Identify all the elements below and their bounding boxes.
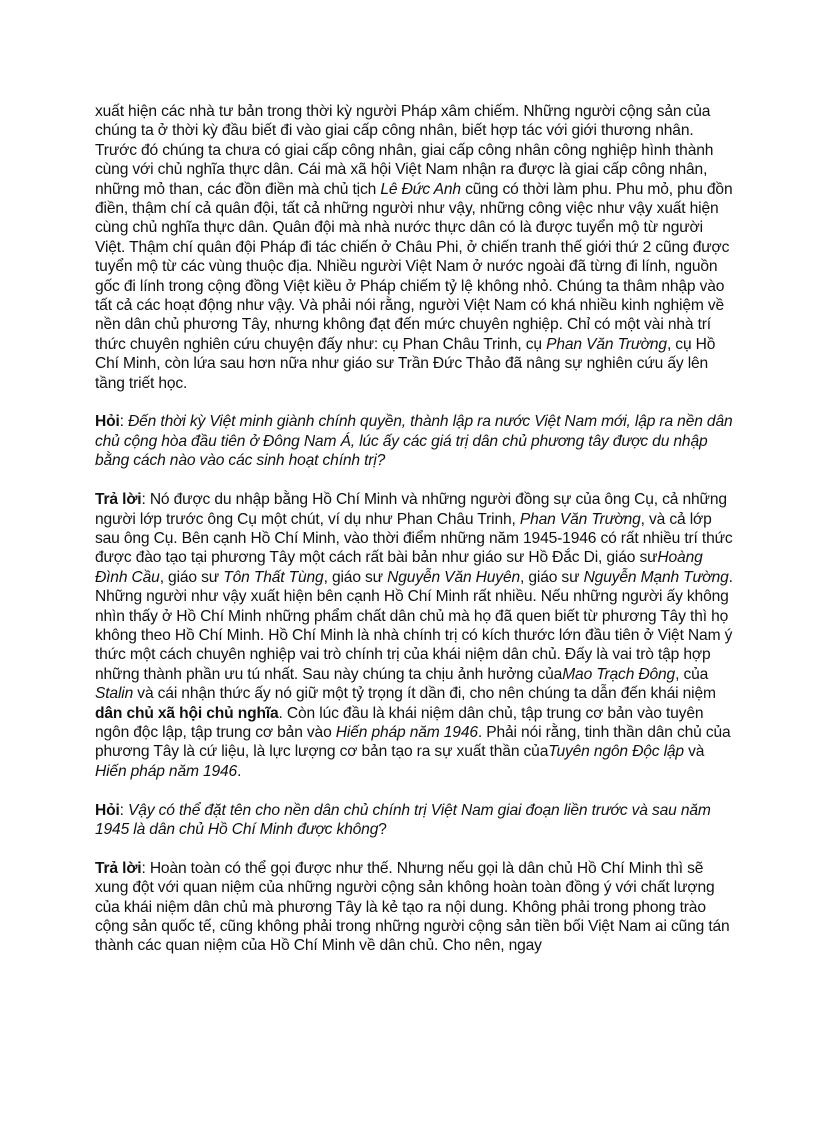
answer-label: Trả lời (95, 859, 142, 877)
text-run: và cái nhận thức ấy nó giữ một tỷ trọng ít dần đi, cho nên chúng ta dẫn đến khái niệm (133, 685, 716, 703)
text-run: . Còn lúc đầu là khái niệm dân chủ, tập trung cơ bản vào tuyên ngôn độc lập, tập trung cơ bản vào (95, 704, 704, 741)
text-run: Mao Trạch Đông (562, 665, 676, 683)
text-run: : Nó được du nhập bằng Hồ Chí Minh và những người đồng sự của ông Cụ, cả những người lớp trước ông Cụ một chút, ví dụ như Phan Châu Trinh, (95, 491, 727, 528)
text-run: : Hoàn toàn có thể gọi được như thế. Nhưng nếu gọi là dân chủ Hồ Chí Minh thì sẽ xung đột với quan niệm của những người cộng sản không hoàn toàn đồng ý với chất lượng của khái niệm dân chủ mà phương Tây là kẻ tạo ra nội dung. Không phải trong phong trào cộng sản quốc tế, cũng không phải trong những người cộng sản tiền bối Việt Nam ai cũng tán thành các quan niệm của Hồ Chí Minh về dân chủ. Cho nên, ngay (95, 859, 730, 955)
text-run: Tuyên ngôn Độc lập (548, 743, 684, 761)
text-run: Stalin (95, 685, 134, 703)
text-run: Phan Văn Trường (546, 335, 667, 353)
text-run: ? (378, 820, 387, 838)
text-run: : (119, 801, 129, 819)
question-2 (95, 801, 735, 840)
text-run: . Phải nói rằng, tinh thần dân chủ của phương Tây là cứ liệu, là lực lượng cơ bản tạo ra sự xuất thần của (95, 723, 731, 761)
text-run: dân chủ xã hội chủ nghĩa (95, 704, 279, 722)
text-run: xuất hiện các nhà tư bản trong thời kỳ người Pháp xâm chiếm. Những người cộng sản của chúng ta ở thời kỳ đầu biết đi vào giai cấp công nhân, biết hợp tác với giới thương nhân. Trước đó chúng ta chưa có giai cấp công nhân, giai cấp công nhân công nghiệp hình thành cùng với chủ nghĩa thực dân. Cái mà xã hội Việt Nam nhận ra được là giai cấp công nhân, những mỏ than, các đồn điền mà chủ tịch (95, 103, 714, 198)
text-run: Phan Văn Trường (519, 510, 641, 528)
text-run: , của (675, 665, 709, 683)
answer-2 (95, 859, 735, 956)
text-run: Tôn Thất Tùng (223, 568, 324, 586)
question-1 (95, 412, 735, 470)
text-run: Lê Đức Anh (380, 180, 461, 198)
text-run: và (683, 743, 705, 761)
text-run: cũng có thời làm phu. Phu mỏ, phu đồn điền, thậm chí cả quân đội, tất cả những người như vậy, những công việc như vậy xuất hiện cùng chủ nghĩa thực dân. Quân đội mà nhà nước thực dân có là được tuyển mộ từ người Việt. Thậm chí quân đội Pháp đi tác chiến ở Châu Phi, ở chiến tranh thế giới thứ 2 cũng được tuyển mộ từ các vùng thuộc địa. Nhiều người Việt Nam ở nước ngoài đã từng đi lính, nguồn gốc đi lính trong cộng đồng Việt kiều ở Pháp chiếm tỷ lệ không nhỏ. Chúng ta thâm nhập vào tất cả các hoạt động như vậy. Và phải nói rằng, người Việt Nam có khá nhiều kinh nghiệm về nền dân chủ phương Tây, nhưng không đạt đến mức chuyên nghiệp. Chỉ có một vài nhà trí thức chuyên nghiên cứu chuyện đấy như: cụ Phan Châu Trinh, cụ (95, 180, 733, 353)
text-run: Nguyễn Mạnh Tường (583, 568, 729, 586)
question-text: Đến thời kỳ Việt minh giành chính quyền, thành lập ra nước Việt Nam mới, lập ra nền dân chủ cộng hòa đầu tiên ở Đông Nam Á, lúc ấy các giá trị dân chủ phương tây được du nhập bằng cách nào vào các sinh hoạt chính trị? (95, 413, 733, 470)
question-label: Hỏi (95, 413, 120, 431)
question-label: Hỏi (95, 801, 120, 819)
question-text: Vậy có thể đặt tên cho nền dân chủ chính trị Việt Nam giai đoạn liền trước và sau năm 1945 là dân chủ Hồ Chí Minh được không (95, 801, 711, 838)
text-run: , và cả lớp sau ông Cụ. Bên cạnh Hồ Chí Minh, vào thời điểm những năm 1945-1946 có rất nhiều trí thức được đào tạo tại phương Tây một cách rất bài bản như giáo sư Hồ Đắc Di, giáo sư (95, 510, 733, 567)
document-page (95, 102, 735, 956)
text-run: , giáo sư (323, 568, 388, 586)
answer-1 (95, 490, 735, 781)
text-run: Nguyễn Văn Huyên (387, 568, 520, 586)
text-run: Hiến pháp năm 1946 (95, 762, 238, 780)
answer-label: Trả lời (95, 491, 142, 509)
text-run: Hoàng Đình Cầu (95, 549, 703, 586)
text-run: . (237, 762, 242, 780)
paragraph-intro (95, 102, 735, 393)
text-run: , cụ Hồ Chí Minh, còn lứa sau hơn nữa như giáo sư Trần Đức Thảo đã nâng sự nghiên cứu ấy lên tầng triết học. (95, 335, 716, 392)
text-run: . Những người như vậy xuất hiện bên cạnh Hồ Chí Minh rất nhiều. Nếu những người ấy không nhìn thấy ở Hồ Chí Minh những phẩm chất dân chủ mà họ đã quen biết từ phương Tây thì họ không theo Hồ Chí Minh. Hồ Chí Minh là nhà chính trị có kích thước lớn đầu tiên ở Việt Nam ý thức một cách chuyên nghiệp vai trò chính trị của khái niệm dân chủ. Đấy là vai trò tập hợp những thành phần ưu tú nhất. Sau này chúng ta chịu ảnh hưởng của (95, 568, 733, 683)
text-run: Hiến pháp năm 1946 (335, 723, 478, 741)
text-run: : (119, 413, 129, 431)
text-run: , giáo sư (159, 568, 224, 586)
text-run: , giáo sư (520, 568, 584, 586)
